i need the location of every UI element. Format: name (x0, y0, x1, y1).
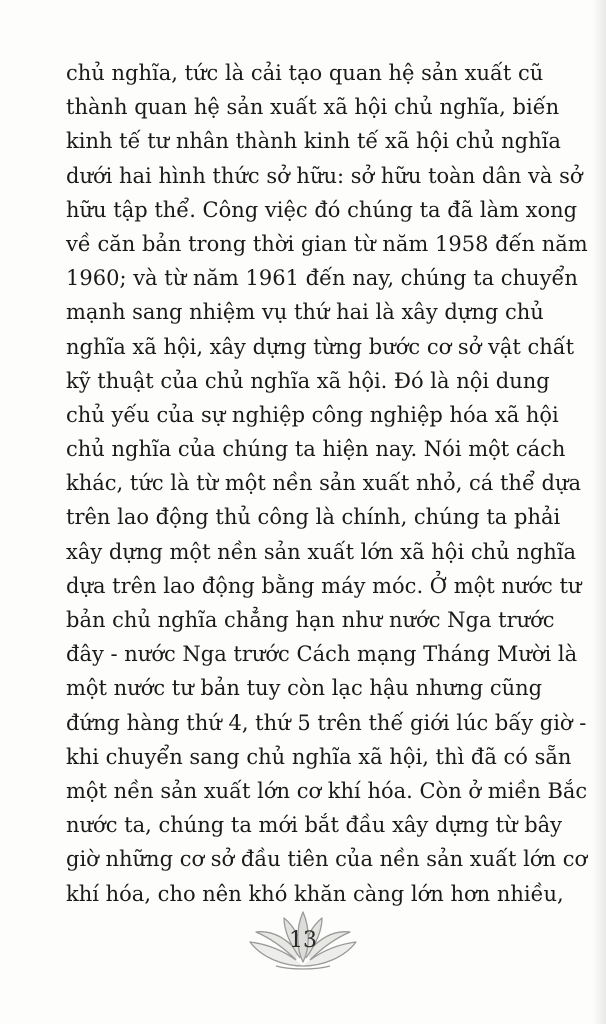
text-line: khác, tức là từ một nền sản xuất nhỏ, cá thể dựa (66, 471, 582, 496)
text-line: bản chủ nghĩa chẳng hạn như nước Nga trước (66, 608, 555, 632)
text-line: thành quan hệ sản xuất xã hội chủ nghĩa, biến (66, 95, 560, 120)
text-line: một nước tư bản tuy còn lạc hậu nhưng cũng (66, 676, 543, 701)
text-line: về căn bản trong thời gian từ năm 1958 đến năm (66, 231, 588, 256)
text-line: trên lao động thủ công là chính, chúng ta phải (66, 505, 561, 530)
page-footer (240, 908, 366, 972)
text-line: chủ nghĩa, tức là cải tạo quan hệ sản xuất cũ (66, 61, 544, 85)
text-line: kỹ thuật của chủ nghĩa xã hội. Đó là nội dung (66, 368, 550, 393)
text-line: đây - nước Nga trước Cách mạng Tháng Mười là (66, 642, 578, 667)
page-edge-shadow (592, 0, 606, 1024)
text-line: nghĩa xã hội, xây dựng từng bước cơ sở vật chất (66, 334, 575, 359)
text-line: 1960; và từ năm 1961 đến nay, chúng ta chuyển (66, 266, 578, 291)
text-line: chủ nghĩa của chúng ta hiện nay. Nói một cách (66, 437, 566, 462)
text-line: giờ những cơ sở đầu tiên của nền sản xuất lớn cơ (66, 847, 588, 872)
text-line: xây dựng một nền sản xuất lớn xã hội chủ nghĩa (66, 539, 577, 564)
body-text (66, 56, 588, 911)
text-line: kinh tế tư nhân thành kinh tế xã hội chủ nghĩa (66, 129, 561, 154)
text-line: dưới hai hình thức sở hữu: sở hữu toàn dân và sở (66, 163, 583, 188)
text-line: khí hóa, cho nên khó khăn càng lớn hơn nhiều, (66, 881, 564, 906)
text-line: mạnh sang nhiệm vụ thứ hai là xây dựng chủ (66, 300, 544, 325)
text-line: dựa trên lao động bằng máy móc. Ở một nước tư (66, 573, 582, 598)
text-line: một nền sản xuất lớn cơ khí hóa. Còn ở miền Bắc (66, 778, 588, 803)
text-line: khi chuyển sang chủ nghĩa xã hội, thì đã có sẵn (66, 744, 572, 769)
text-line: đứng hàng thứ 4, thứ 5 trên thế giới lúc bấy giờ - (66, 710, 587, 735)
page-number: 13 (289, 928, 317, 953)
text-line: hữu tập thể. Công việc đó chúng ta đã làm xong (66, 197, 578, 222)
text-line: chủ yếu của sự nghiệp công nghiệp hóa xã hội (66, 402, 559, 427)
text-line: nước ta, chúng ta mới bắt đầu xây dựng từ bây (66, 813, 563, 838)
